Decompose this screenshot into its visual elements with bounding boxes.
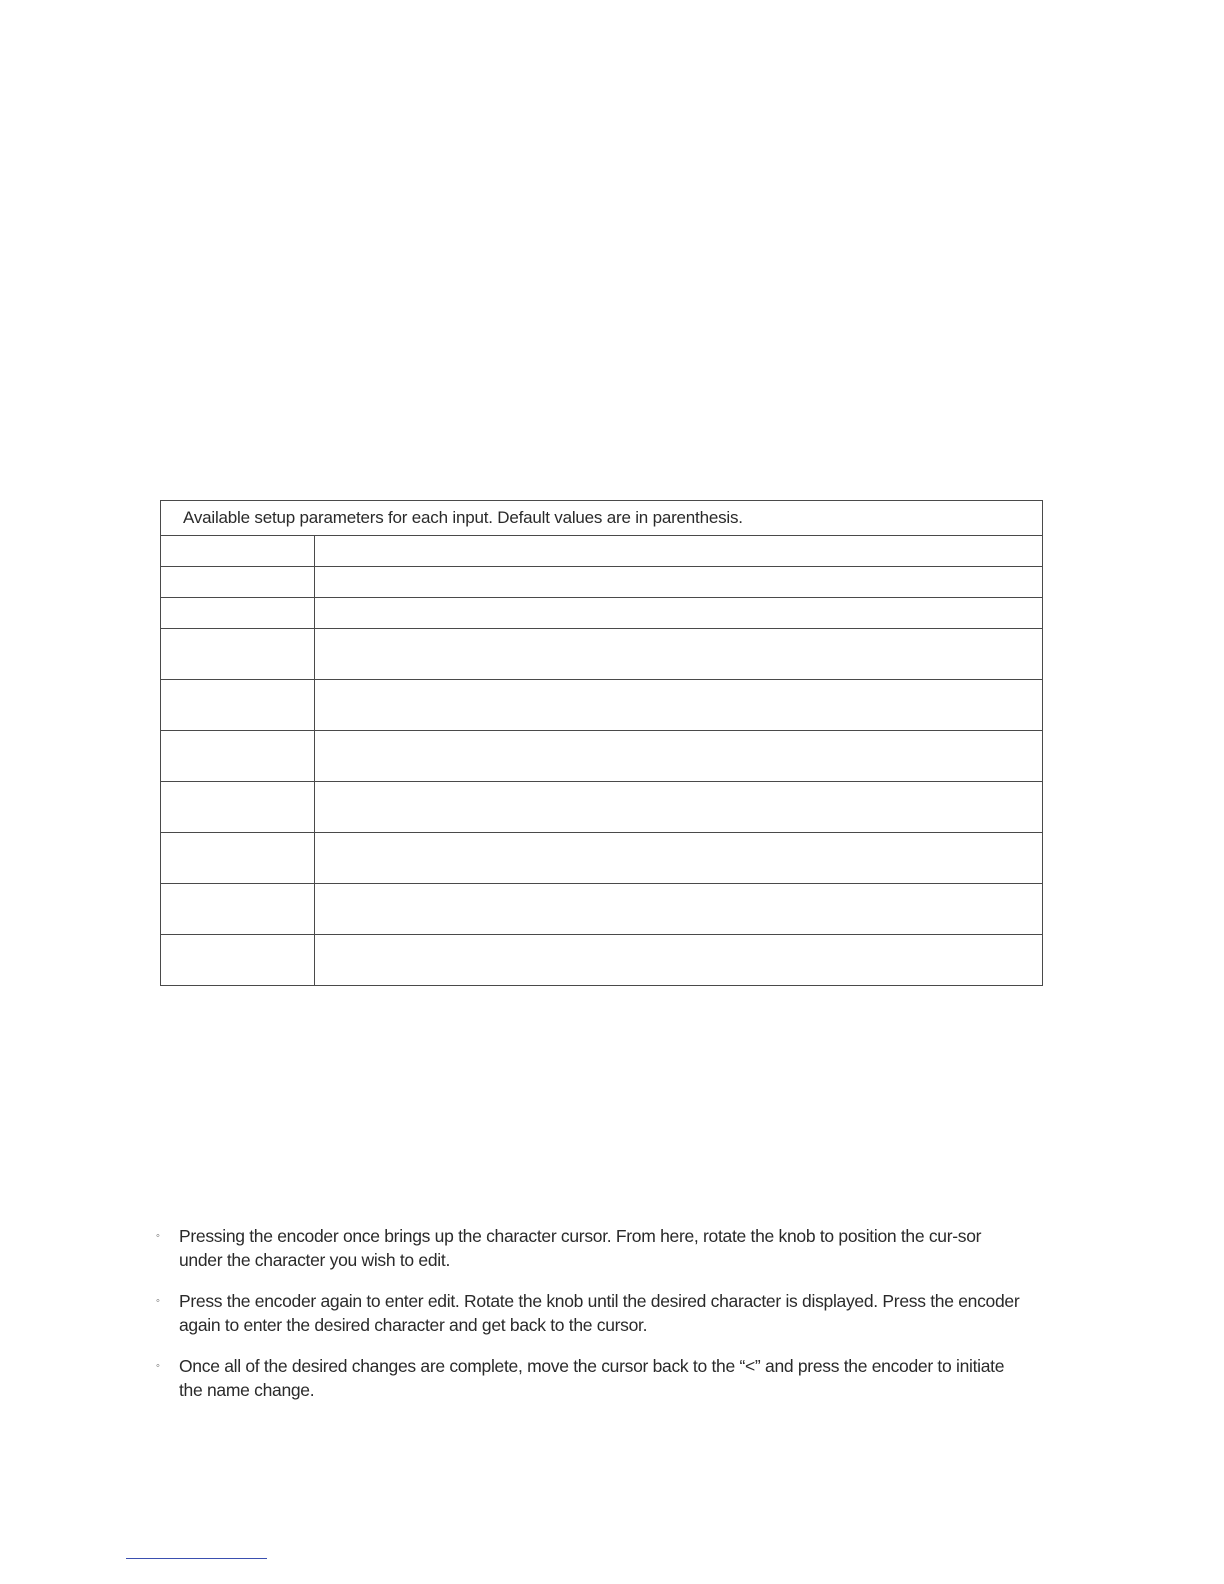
list-item [156, 1224, 1026, 1272]
parameter-name-cell [161, 935, 315, 986]
instruction-text: Pressing the encoder once brings up the character cursor. From here, rotate the knob to position the cur-sor under the character you wish to edit. [179, 1226, 982, 1270]
table-caption: Available setup parameters for each input. Default values are in parenthesis. [161, 501, 1043, 536]
table-row [161, 598, 1043, 629]
table-row [161, 731, 1043, 782]
parameter-description-cell [315, 629, 1043, 680]
table-row [161, 629, 1043, 680]
list-item [156, 1289, 1026, 1337]
name-edit-instructions [156, 1224, 1026, 1419]
table-row [161, 536, 1043, 567]
parameter-name-cell [161, 680, 315, 731]
table-row [161, 567, 1043, 598]
bullet-icon: ◦ [156, 1295, 160, 1307]
table-row [161, 680, 1043, 731]
parameter-description-cell [315, 833, 1043, 884]
table-row [161, 833, 1043, 884]
instruction-text: Press the encoder again to enter edit. Rotate the knob until the desired character is displayed. Press the encoder again to enter the desired character and get back to the cursor. [179, 1291, 1020, 1335]
instruction-text: Once all of the desired changes are complete, move the cursor back to the “<” and press the encoder to initiate the name change. [179, 1356, 1005, 1400]
footnote-divider [126, 1558, 267, 1559]
parameter-name-cell [161, 536, 315, 567]
parameter-name-cell [161, 731, 315, 782]
parameter-description-cell [315, 731, 1043, 782]
setup-parameters-table [160, 500, 1043, 986]
bullet-icon: ◦ [156, 1360, 160, 1372]
parameter-name-cell [161, 598, 315, 629]
table-row [161, 884, 1043, 935]
table-row [161, 935, 1043, 986]
parameter-description-cell [315, 935, 1043, 986]
parameter-description-cell [315, 782, 1043, 833]
table-row [161, 782, 1043, 833]
parameter-name-cell [161, 629, 315, 680]
parameter-description-cell [315, 598, 1043, 629]
bullet-icon: ◦ [156, 1230, 160, 1242]
parameter-name-cell [161, 567, 315, 598]
list-item [156, 1354, 1026, 1402]
parameter-name-cell [161, 833, 315, 884]
parameter-name-cell [161, 782, 315, 833]
table-caption-row [161, 501, 1043, 536]
parameter-description-cell [315, 884, 1043, 935]
parameter-description-cell [315, 536, 1043, 567]
parameter-name-cell [161, 884, 315, 935]
parameter-description-cell [315, 680, 1043, 731]
parameter-description-cell [315, 567, 1043, 598]
